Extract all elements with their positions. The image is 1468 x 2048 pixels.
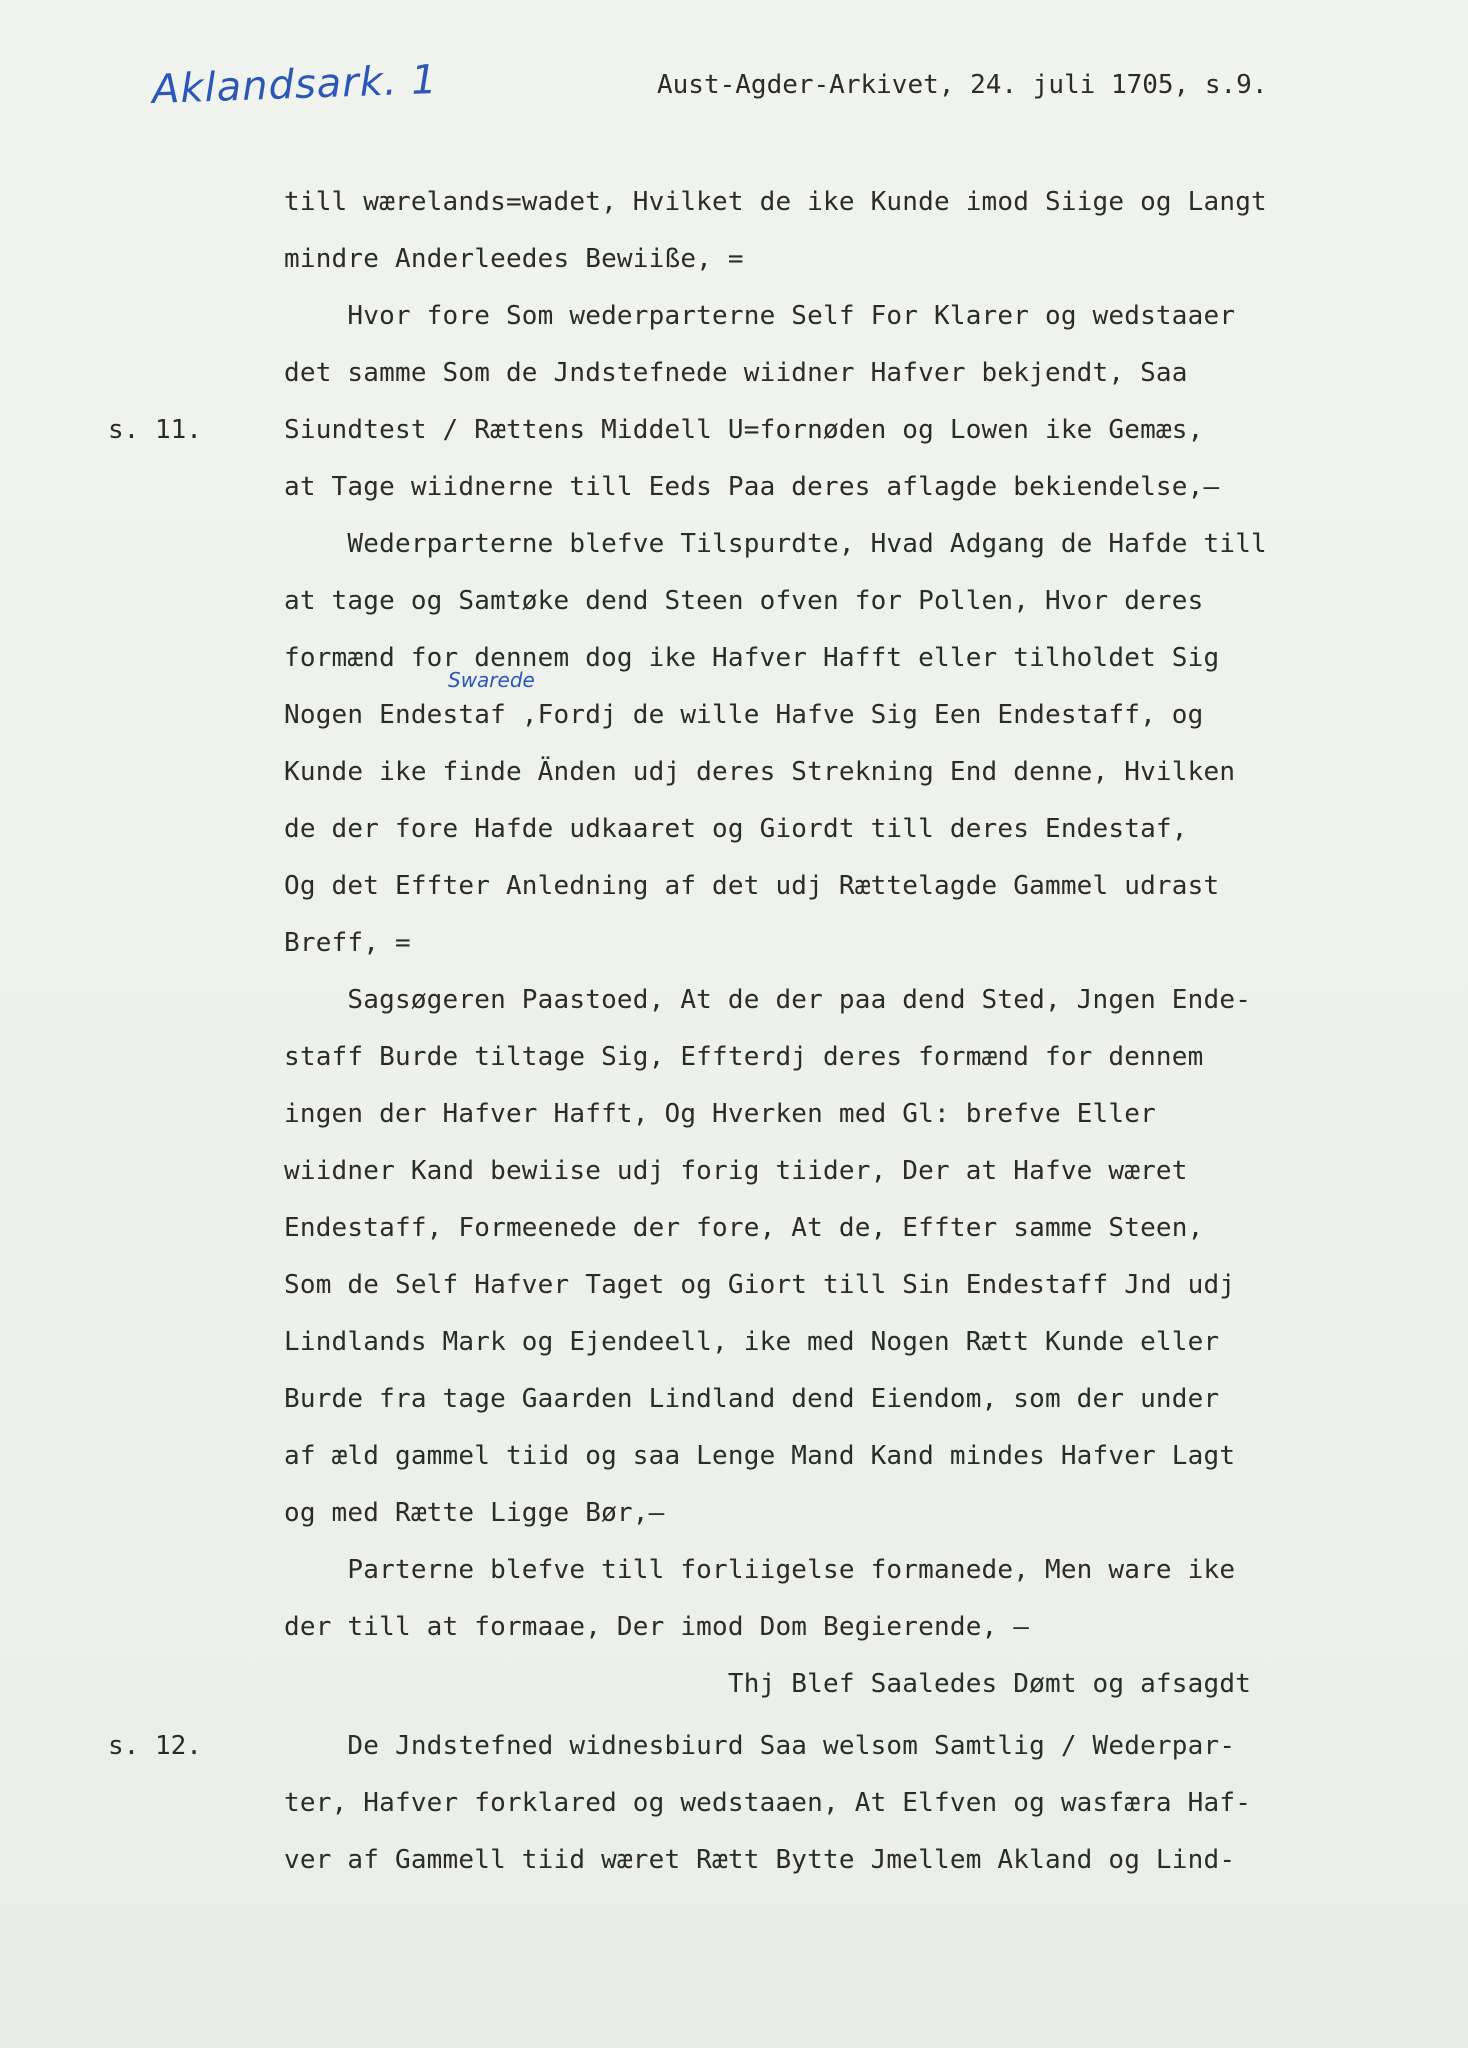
text-line: at tage og Samtøke dend Steen ofven for Pollen, Hvor deres	[284, 586, 1204, 616]
text-line: Parterne blefve till forliigelse formanede, Men ware ike	[284, 1555, 1236, 1585]
margin-page-note-12: s. 12.	[108, 1731, 202, 1761]
margin-page-note-11: s. 11.	[108, 415, 202, 445]
text-line: Og det Effter Anledning af det udj Rættelagde Gammel udrast	[284, 871, 1220, 901]
handwritten-archive-note: Aklandsark. 1	[151, 57, 439, 113]
text-line: det samme Som de Jndstefnede wiidner Hafver bekjendt, Saa	[284, 358, 1188, 388]
text-line: Breff, =	[284, 928, 411, 958]
text-line: Endestaff, Formeenede der fore, At de, Effter samme Steen,	[284, 1213, 1204, 1243]
text-line: Kunde ike finde Änden udj deres Strekning End denne, Hvilken	[284, 757, 1236, 787]
text-line: de der fore Hafde udkaaret og Giordt till deres Endestaf,	[284, 814, 1188, 844]
text-line: og med Rætte Ligge Bør,—	[284, 1498, 665, 1528]
text-line: ter, Hafver forklared og wedstaaen, At Elfven og wasfæra Haf-	[284, 1788, 1252, 1818]
text-line: till wærelands=wadet, Hvilket de ike Kunde imod Siige og Langt	[284, 187, 1267, 217]
archive-reference-header: Aust-Agder-Arkivet, 24. juli 1705, s.9.	[657, 70, 1268, 100]
text-line: Burde fra tage Gaarden Lindland dend Eiendom, som der under	[284, 1384, 1220, 1414]
handwritten-insertion: Swarede	[448, 668, 535, 692]
text-line: Sagsøgeren Paastoed, At de der paa dend Sted, Jngen Ende-	[284, 985, 1252, 1015]
text-line: Wederparterne blefve Tilspurdte, Hvad Adgang de Hafde till	[284, 529, 1267, 559]
text-line: der till at formaae, Der imod Dom Begierende, —	[284, 1612, 1030, 1642]
text-line: ingen der Hafver Hafft, Og Hverken med Gl: brefve Eller	[284, 1099, 1156, 1129]
text-line: De Jndstefned widnesbiurd Saa welsom Samtlig / Wederpar-	[284, 1731, 1236, 1761]
text-line: staff Burde tiltage Sig, Effterdj deres formænd for dennem	[284, 1042, 1204, 1072]
text-line: Hvor fore Som wederparterne Self For Klarer og wedstaaer	[284, 301, 1236, 331]
text-line: wiidner Kand bewiise udj forig tiider, Der at Hafve wæret	[284, 1156, 1188, 1186]
text-line: Nogen Endestaf ,Fordj de wille Hafve Sig Een Endestaff, og	[284, 700, 1204, 730]
text-line: formænd for dennem dog ike Hafver Hafft eller tilholdet Sig	[284, 643, 1220, 673]
text-line: af æld gammel tiid og saa Lenge Mand Kand mindes Hafver Lagt	[284, 1441, 1236, 1471]
text-line: mindre Anderleedes Bewiiße, =	[284, 244, 744, 274]
text-line: Siundtest / Rættens Middell U=fornøden og Lowen ike Gemæs,	[284, 415, 1204, 445]
text-line: at Tage wiidnerne till Eeds Paa deres aflagde bekiendelse,—	[284, 472, 1220, 502]
text-line: ver af Gammell tiid wæret Rætt Bytte Jmellem Akland og Lind-	[284, 1845, 1236, 1875]
text-line: Som de Self Hafver Taget og Giort till Sin Endestaff Jnd udj	[284, 1270, 1236, 1300]
text-line: Lindlands Mark og Ejendeell, ike med Nogen Rætt Kunde eller	[284, 1327, 1220, 1357]
text-line: Thj Blef Saaledes Dømt og afsagdt	[284, 1669, 1252, 1699]
